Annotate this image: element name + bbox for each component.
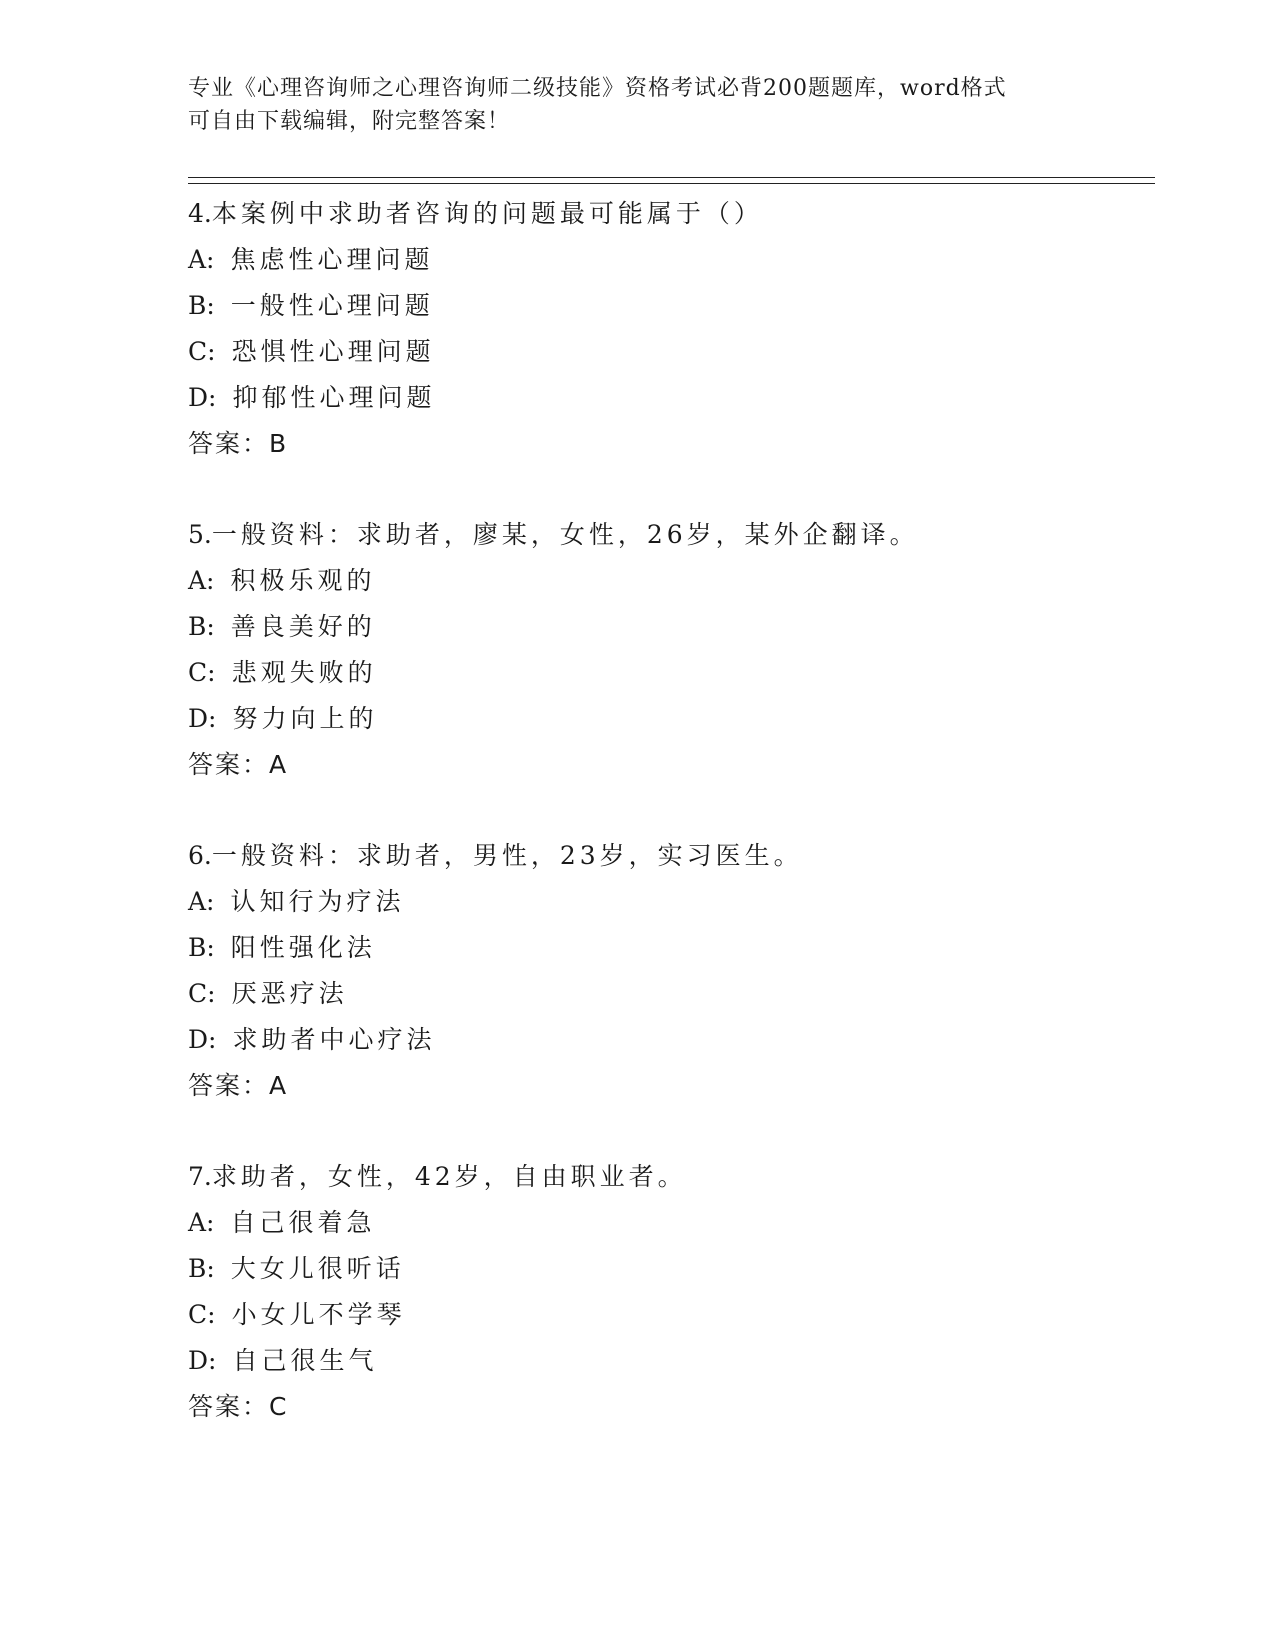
question-text: 本案例中求助者咨询的问题最可能属于（） (211, 199, 763, 228)
option-d (188, 696, 1148, 742)
option-text: 积极乐观的 (230, 566, 376, 595)
option-c (188, 971, 1148, 1017)
question-text: 一般资料：求助者，男性，23岁，实习医生。 (211, 841, 803, 870)
option-key: B: (188, 291, 215, 320)
option-b (188, 283, 1148, 329)
option-text: 大女儿很听话 (230, 1254, 405, 1283)
option-b (188, 604, 1148, 650)
option-a (188, 879, 1148, 925)
option-text: 努力向上的 (232, 704, 378, 733)
question-stem (188, 512, 1148, 558)
option-key: D: (188, 1025, 217, 1054)
option-key: A: (188, 1208, 215, 1237)
option-text: 求助者中心疗法 (232, 1025, 436, 1054)
option-c (188, 329, 1148, 375)
question-item (188, 1154, 1148, 1430)
option-d (188, 1017, 1148, 1063)
question-stem (188, 1154, 1148, 1200)
option-text: 一般性心理问题 (230, 291, 434, 320)
option-text: 悲观失败的 (231, 658, 377, 687)
option-key: A: (188, 566, 215, 595)
option-a (188, 1200, 1148, 1246)
header-divider-top (188, 177, 1155, 178)
option-text: 厌恶疗法 (231, 979, 348, 1008)
option-text: 抑郁性心理问题 (232, 383, 436, 412)
question-item (188, 512, 1148, 788)
question-item (188, 833, 1148, 1109)
option-text: 小女儿不学琴 (231, 1300, 406, 1329)
answer-line: 答案：C (188, 1392, 289, 1421)
option-text: 自己很着急 (230, 1208, 376, 1237)
option-text: 阳性强化法 (230, 933, 376, 962)
question-number: 4. (188, 199, 212, 228)
option-b (188, 1246, 1148, 1292)
question-list (188, 191, 1148, 1475)
header-line-1: 专业《心理咨询师之心理咨询师二级技能》资格考试必背200题题库，word格式 (188, 76, 1007, 101)
option-key: B: (188, 612, 215, 641)
option-key: B: (188, 933, 215, 962)
option-key: C: (188, 337, 216, 366)
option-d (188, 375, 1148, 421)
option-b (188, 925, 1148, 971)
option-key: C: (188, 1300, 216, 1329)
question-stem (188, 191, 1148, 237)
header-line-2: 可自由下载编辑，附完整答案！ (188, 109, 511, 134)
option-key: D: (188, 704, 217, 733)
option-key: C: (188, 658, 216, 687)
option-text: 焦虑性心理问题 (230, 245, 434, 274)
option-key: D: (188, 1346, 217, 1375)
question-stem (188, 833, 1148, 879)
question-text: 求助者，女性，42岁，自由职业者。 (211, 1162, 687, 1191)
option-c (188, 1292, 1148, 1338)
option-key: C: (188, 979, 216, 1008)
option-key: A: (188, 245, 215, 274)
option-d (188, 1338, 1148, 1384)
option-c (188, 650, 1148, 696)
document-header (188, 72, 1088, 138)
option-a (188, 558, 1148, 604)
answer-line: 答案：A (188, 750, 289, 779)
question-number: 5. (188, 520, 212, 549)
option-text: 自己很生气 (232, 1346, 378, 1375)
option-a (188, 237, 1148, 283)
question-text: 一般资料：求助者，廖某，女性，26岁，某外企翻译。 (211, 520, 919, 549)
question-item (188, 191, 1148, 467)
answer-line: 答案：A (188, 1071, 289, 1100)
option-key: D: (188, 383, 217, 412)
option-text: 恐惧性心理问题 (231, 337, 435, 366)
option-text: 善良美好的 (230, 612, 376, 641)
question-number: 6. (188, 841, 212, 870)
option-text: 认知行为疗法 (230, 887, 405, 916)
header-divider-bottom (188, 183, 1155, 184)
question-number: 7. (188, 1162, 212, 1191)
answer-line: 答案：B (188, 429, 289, 458)
option-key: A: (188, 887, 215, 916)
option-key: B: (188, 1254, 215, 1283)
